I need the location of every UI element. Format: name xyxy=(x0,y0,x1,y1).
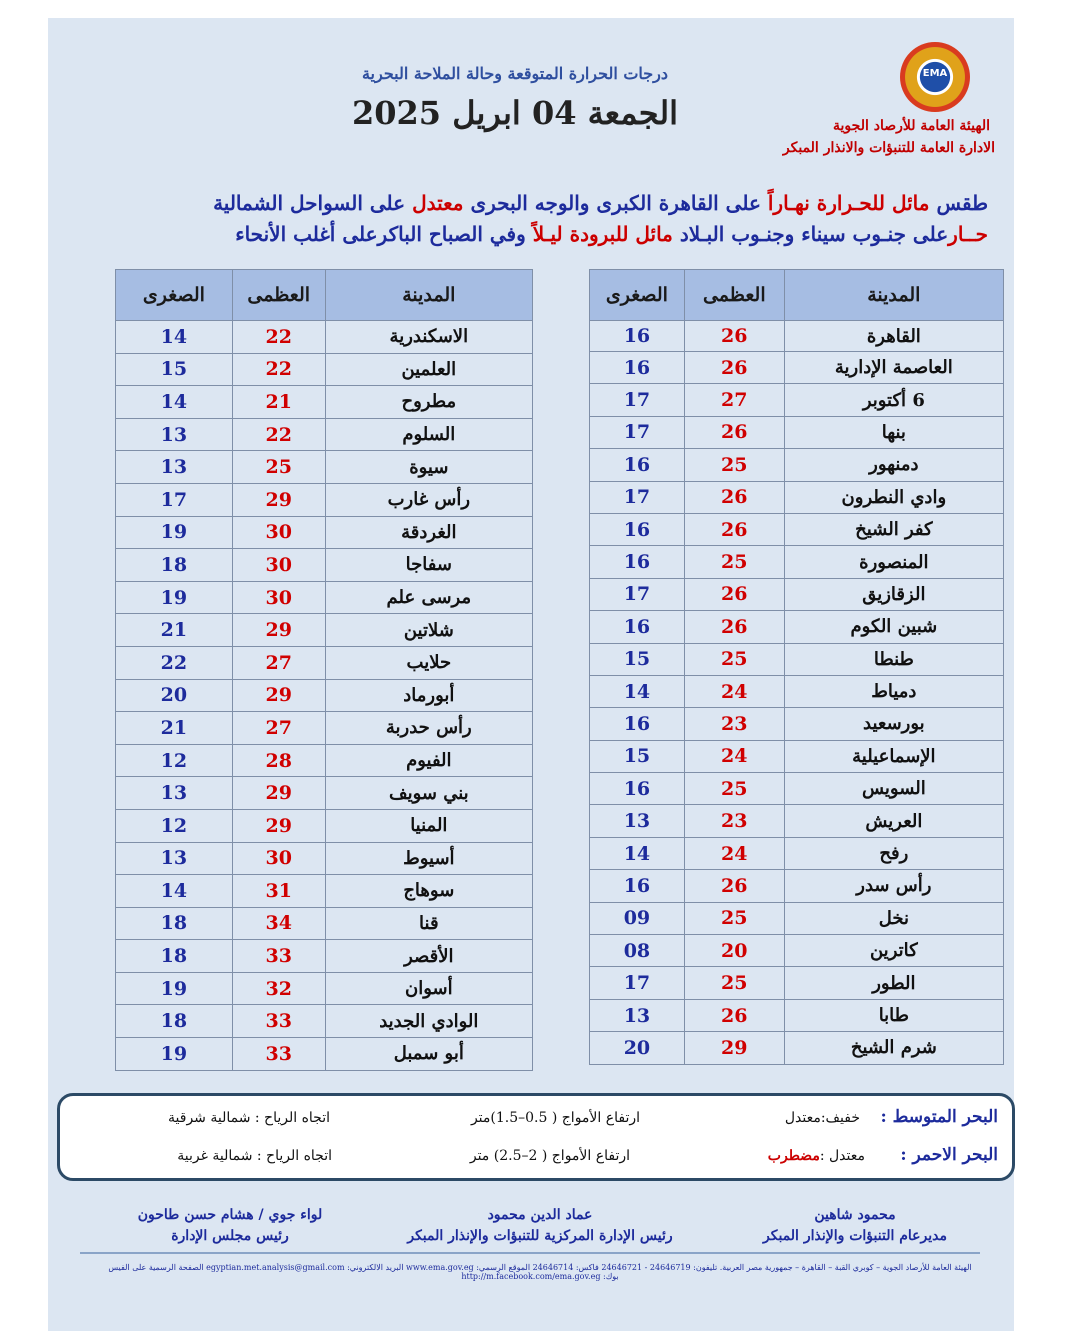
table-row xyxy=(590,416,1004,448)
table-row xyxy=(590,999,1004,1031)
cell-max: 30 xyxy=(232,842,325,875)
column-header-min: الصغرى xyxy=(116,270,233,321)
signature-name-3: لواء جوي / هشام حسن طاحون xyxy=(137,1207,323,1223)
cell-max: 22 xyxy=(232,418,325,451)
table-row xyxy=(116,614,533,647)
cell-min: 08 xyxy=(590,935,685,967)
cell-city: الاسكندرية xyxy=(325,321,532,354)
cell-max: 26 xyxy=(684,513,784,545)
cell-min: 16 xyxy=(590,321,685,352)
cell-city: طابا xyxy=(784,999,1003,1031)
cell-min: 14 xyxy=(590,837,685,869)
cell-max: 29 xyxy=(232,483,325,516)
table-header-row xyxy=(590,270,1004,321)
cell-min: 22 xyxy=(116,646,233,679)
cell-min: 15 xyxy=(116,353,233,386)
table-row xyxy=(590,384,1004,416)
cell-max: 30 xyxy=(232,549,325,582)
weather-summary-line-1 xyxy=(108,190,988,216)
cell-min: 16 xyxy=(590,513,685,545)
table-row xyxy=(590,1032,1004,1064)
cell-max: 27 xyxy=(232,712,325,745)
cell-city: رفح xyxy=(784,837,1003,869)
cell-city: سوهاج xyxy=(325,875,532,908)
cell-min: 12 xyxy=(116,809,233,842)
table-row xyxy=(590,321,1004,352)
cell-max: 26 xyxy=(684,870,784,902)
table-row xyxy=(590,805,1004,837)
summary-highlight: معتدل xyxy=(412,191,464,215)
cell-max: 33 xyxy=(232,1005,325,1038)
column-header-max: العظمى xyxy=(684,270,784,321)
summary-highlight: حــار xyxy=(948,222,988,246)
table-row xyxy=(590,578,1004,610)
cell-max: 26 xyxy=(684,352,784,384)
cell-max: 24 xyxy=(684,675,784,707)
column-header-city: المدينة xyxy=(325,270,532,321)
cell-city: القاهرة xyxy=(784,321,1003,352)
cell-min: 13 xyxy=(116,842,233,875)
cell-max: 31 xyxy=(232,875,325,908)
cell-city: الإسماعيلية xyxy=(784,740,1003,772)
table-row xyxy=(116,875,533,908)
cell-min: 09 xyxy=(590,902,685,934)
weather-summary-line-2 xyxy=(108,221,988,247)
cell-min: 18 xyxy=(116,940,233,973)
table-row xyxy=(590,837,1004,869)
cell-city: مطروح xyxy=(325,386,532,419)
summary-text: على القاهرة الكبرى والوجه البحرى xyxy=(463,191,768,215)
summary-highlight: مائل للبرودة ليـلاً xyxy=(532,222,673,246)
column-header-city: المدينة xyxy=(784,270,1003,321)
cell-max: 27 xyxy=(232,646,325,679)
table-row xyxy=(116,972,533,1005)
cell-city: الطور xyxy=(784,967,1003,999)
cell-min: 13 xyxy=(590,805,685,837)
cell-max: 26 xyxy=(684,481,784,513)
cell-city: أسوان xyxy=(325,972,532,1005)
table-row xyxy=(116,581,533,614)
cell-max: 29 xyxy=(232,777,325,810)
cell-min: 17 xyxy=(116,483,233,516)
cell-min: 13 xyxy=(116,451,233,484)
cell-max: 25 xyxy=(684,643,784,675)
cell-max: 30 xyxy=(232,516,325,549)
cell-min: 15 xyxy=(590,740,685,772)
cell-min: 14 xyxy=(116,875,233,908)
bulletin-subtitle: درجات الحرارة المتوقعة وحالة الملاحة البحرية xyxy=(361,64,669,83)
cell-city: الغردقة xyxy=(325,516,532,549)
cell-city: 6 أكتوبر xyxy=(784,384,1003,416)
cell-city: شبين الكوم xyxy=(784,611,1003,643)
cell-city: السلوم xyxy=(325,418,532,451)
cell-city: أسيوط xyxy=(325,842,532,875)
summary-text: طقس xyxy=(929,191,988,215)
cell-min: 20 xyxy=(590,1032,685,1064)
org-department: الادارة العامة للتنبؤات والانذار المبكر xyxy=(782,140,995,156)
cell-max: 28 xyxy=(232,744,325,777)
cell-min: 17 xyxy=(590,967,685,999)
cell-city: بورسعيد xyxy=(784,708,1003,740)
logo-text: EMA xyxy=(922,68,948,79)
cell-max: 34 xyxy=(232,907,325,940)
red-sea-state-text: معتدل : xyxy=(819,1148,865,1164)
cell-max: 25 xyxy=(684,449,784,481)
table-row xyxy=(116,907,533,940)
cell-max: 29 xyxy=(684,1032,784,1064)
cell-city: دمياط xyxy=(784,675,1003,707)
summary-highlight: مائل للحـرارة نهـاراً xyxy=(767,191,930,215)
cell-min: 17 xyxy=(590,384,685,416)
signature-title-2: رئيس الإدارة المركزية للتنبؤات والإنذار المبكر xyxy=(407,1228,673,1244)
cell-city: شرم الشيخ xyxy=(784,1032,1003,1064)
table-row xyxy=(116,940,533,973)
table-row xyxy=(590,773,1004,805)
cell-city: رأس حدربة xyxy=(325,712,532,745)
cell-max: 24 xyxy=(684,740,784,772)
table-row xyxy=(116,516,533,549)
table-row xyxy=(116,483,533,516)
cell-min: 16 xyxy=(590,708,685,740)
cell-max: 29 xyxy=(232,809,325,842)
med-sea-waves: ارتفاع الأمواج ( 0.5–1.5)متر xyxy=(470,1110,640,1126)
signature-title-1: مديرعام التنبؤات والإنذار المبكر xyxy=(763,1228,947,1244)
red-sea-label: البحر الاحمر : xyxy=(900,1145,998,1165)
table-row xyxy=(116,386,533,419)
table-row xyxy=(116,777,533,810)
table-row xyxy=(116,646,533,679)
cell-city: دمنهور xyxy=(784,449,1003,481)
table-row xyxy=(116,451,533,484)
cell-max: 26 xyxy=(684,321,784,352)
cell-city: المنصورة xyxy=(784,546,1003,578)
cell-city: رأس غارب xyxy=(325,483,532,516)
cell-max: 26 xyxy=(684,578,784,610)
table-row xyxy=(116,809,533,842)
column-header-min: الصغرى xyxy=(590,270,685,321)
temperature-table-right xyxy=(589,269,1004,1065)
table-row xyxy=(590,902,1004,934)
cell-min: 13 xyxy=(116,418,233,451)
cell-max: 23 xyxy=(684,708,784,740)
cell-max: 33 xyxy=(232,940,325,973)
signature-name-1: محمود شاهين xyxy=(814,1207,896,1223)
cell-max: 22 xyxy=(232,321,325,354)
table-row xyxy=(590,643,1004,675)
red-sea-wind: اتجاه الرياح : شمالية غربية xyxy=(177,1148,332,1164)
cell-max: 21 xyxy=(232,386,325,419)
temperature-table-left xyxy=(115,269,533,1071)
cell-min: 13 xyxy=(590,999,685,1031)
cell-city: مرسى علم xyxy=(325,581,532,614)
cell-max: 30 xyxy=(232,581,325,614)
column-header-max: العظمى xyxy=(232,270,325,321)
cell-max: 25 xyxy=(684,546,784,578)
red-sea-waves: ارتفاع الأمواج ( 2–2.5) متر xyxy=(469,1148,630,1164)
cell-city: الزقازيق xyxy=(784,578,1003,610)
cell-city: كفر الشيخ xyxy=(784,513,1003,545)
table-row xyxy=(116,679,533,712)
cell-max: 25 xyxy=(684,902,784,934)
cell-min: 12 xyxy=(116,744,233,777)
table-row xyxy=(116,842,533,875)
cell-city: بنها xyxy=(784,416,1003,448)
cell-min: 18 xyxy=(116,549,233,582)
red-sea-state-rough: مضطرب xyxy=(767,1148,820,1164)
cell-min: 14 xyxy=(116,386,233,419)
cell-max: 22 xyxy=(232,353,325,386)
table-row xyxy=(116,1038,533,1071)
table-row xyxy=(590,481,1004,513)
signature-name-2: عماد الدين محمود xyxy=(487,1207,593,1223)
cell-city: العاصمة الإدارية xyxy=(784,352,1003,384)
cell-city: الفيوم xyxy=(325,744,532,777)
cell-min: 16 xyxy=(590,449,685,481)
table-row xyxy=(116,418,533,451)
cell-min: 19 xyxy=(116,516,233,549)
table-row xyxy=(590,740,1004,772)
cell-min: 20 xyxy=(116,679,233,712)
cell-max: 23 xyxy=(684,805,784,837)
table-row xyxy=(590,967,1004,999)
cell-max: 20 xyxy=(684,935,784,967)
cell-min: 19 xyxy=(116,1038,233,1071)
cell-max: 26 xyxy=(684,416,784,448)
cell-city: السويس xyxy=(784,773,1003,805)
table-row xyxy=(590,611,1004,643)
cell-min: 19 xyxy=(116,972,233,1005)
table-row xyxy=(116,321,533,354)
table-row xyxy=(590,513,1004,545)
table-row xyxy=(590,675,1004,707)
cell-min: 16 xyxy=(590,611,685,643)
signature-title-3: رئيس مجلس الإدارة xyxy=(171,1228,289,1244)
table-header-row xyxy=(116,270,533,321)
cell-min: 13 xyxy=(116,777,233,810)
summary-text: وفي الصباح الباكرعلى أغلب الأنحاء xyxy=(235,222,533,246)
cell-city: العريش xyxy=(784,805,1003,837)
table-row xyxy=(116,744,533,777)
cell-min: 15 xyxy=(590,643,685,675)
cell-city: رأس سدر xyxy=(784,870,1003,902)
cell-max: 29 xyxy=(232,679,325,712)
cell-city: بني سويف xyxy=(325,777,532,810)
table-row xyxy=(590,352,1004,384)
bulletin-date: الجمعة 04 ابريل 2025 xyxy=(352,94,678,132)
cell-min: 16 xyxy=(590,352,685,384)
cell-city: حلايب xyxy=(325,646,532,679)
cell-city: كاترين xyxy=(784,935,1003,967)
cell-city: سيوة xyxy=(325,451,532,484)
cell-max: 25 xyxy=(232,451,325,484)
cell-max: 26 xyxy=(684,611,784,643)
cell-min: 16 xyxy=(590,546,685,578)
cell-min: 16 xyxy=(590,773,685,805)
table-row xyxy=(590,449,1004,481)
table-row xyxy=(590,935,1004,967)
table-row xyxy=(116,549,533,582)
cell-city: أبورماد xyxy=(325,679,532,712)
cell-min: 18 xyxy=(116,1005,233,1038)
org-name: الهيئة العامة للأرصاد الجوية xyxy=(833,118,990,134)
cell-min: 17 xyxy=(590,481,685,513)
cell-min: 14 xyxy=(116,321,233,354)
cell-min: 16 xyxy=(590,870,685,902)
cell-city: المنيا xyxy=(325,809,532,842)
med-sea-state: خفيف:معتدل xyxy=(784,1110,860,1126)
med-sea-label: البحر المتوسط : xyxy=(880,1107,998,1127)
cell-max: 25 xyxy=(684,773,784,805)
cell-max: 25 xyxy=(684,967,784,999)
table-row xyxy=(590,870,1004,902)
cell-max: 24 xyxy=(684,837,784,869)
cell-min: 21 xyxy=(116,712,233,745)
cell-max: 33 xyxy=(232,1038,325,1071)
footer-contact: الهيئة العامة للأرصاد الجوية – كوبري القبة – القاهرة – جمهورية مصر العربية. تليفون: 24646719 - 24646721 فاكس: 24646714 الموقع الرسمي: www.ema.gov.eg البريد الالكتروني: egyptian.met.analysis@gmail.com الصفحة الرسمية على الفيس بوك: http://m.facebook.com/ema.gov.eg xyxy=(108,1263,972,1281)
cell-city: العلمين xyxy=(325,353,532,386)
red-sea-state xyxy=(720,1148,865,1164)
cell-city: قنا xyxy=(325,907,532,940)
cell-city: شلاتين xyxy=(325,614,532,647)
table-row xyxy=(590,708,1004,740)
cell-max: 29 xyxy=(232,614,325,647)
cell-min: 18 xyxy=(116,907,233,940)
cell-min: 14 xyxy=(590,675,685,707)
summary-text: على السواحل الشمالية xyxy=(213,191,413,215)
cell-city: نخل xyxy=(784,902,1003,934)
cell-min: 19 xyxy=(116,581,233,614)
summary-text: على جنـوب سيناء وجنـوب البـلاد xyxy=(672,222,949,246)
cell-city: أبو سمبل xyxy=(325,1038,532,1071)
footer-divider xyxy=(80,1252,980,1254)
cell-max: 26 xyxy=(684,999,784,1031)
table-row xyxy=(116,1005,533,1038)
cell-city: الأقصر xyxy=(325,940,532,973)
cell-min: 17 xyxy=(590,578,685,610)
table-row xyxy=(590,546,1004,578)
cell-min: 17 xyxy=(590,416,685,448)
cell-max: 27 xyxy=(684,384,784,416)
cell-city: الوادي الجديد xyxy=(325,1005,532,1038)
cell-city: وادي النطرون xyxy=(784,481,1003,513)
cell-city: طنطا xyxy=(784,643,1003,675)
med-sea-wind: اتجاه الرياح : شمالية شرقية xyxy=(168,1110,330,1126)
cell-max: 32 xyxy=(232,972,325,1005)
table-row xyxy=(116,712,533,745)
table-row xyxy=(116,353,533,386)
cell-city: سفاجا xyxy=(325,549,532,582)
cell-min: 21 xyxy=(116,614,233,647)
